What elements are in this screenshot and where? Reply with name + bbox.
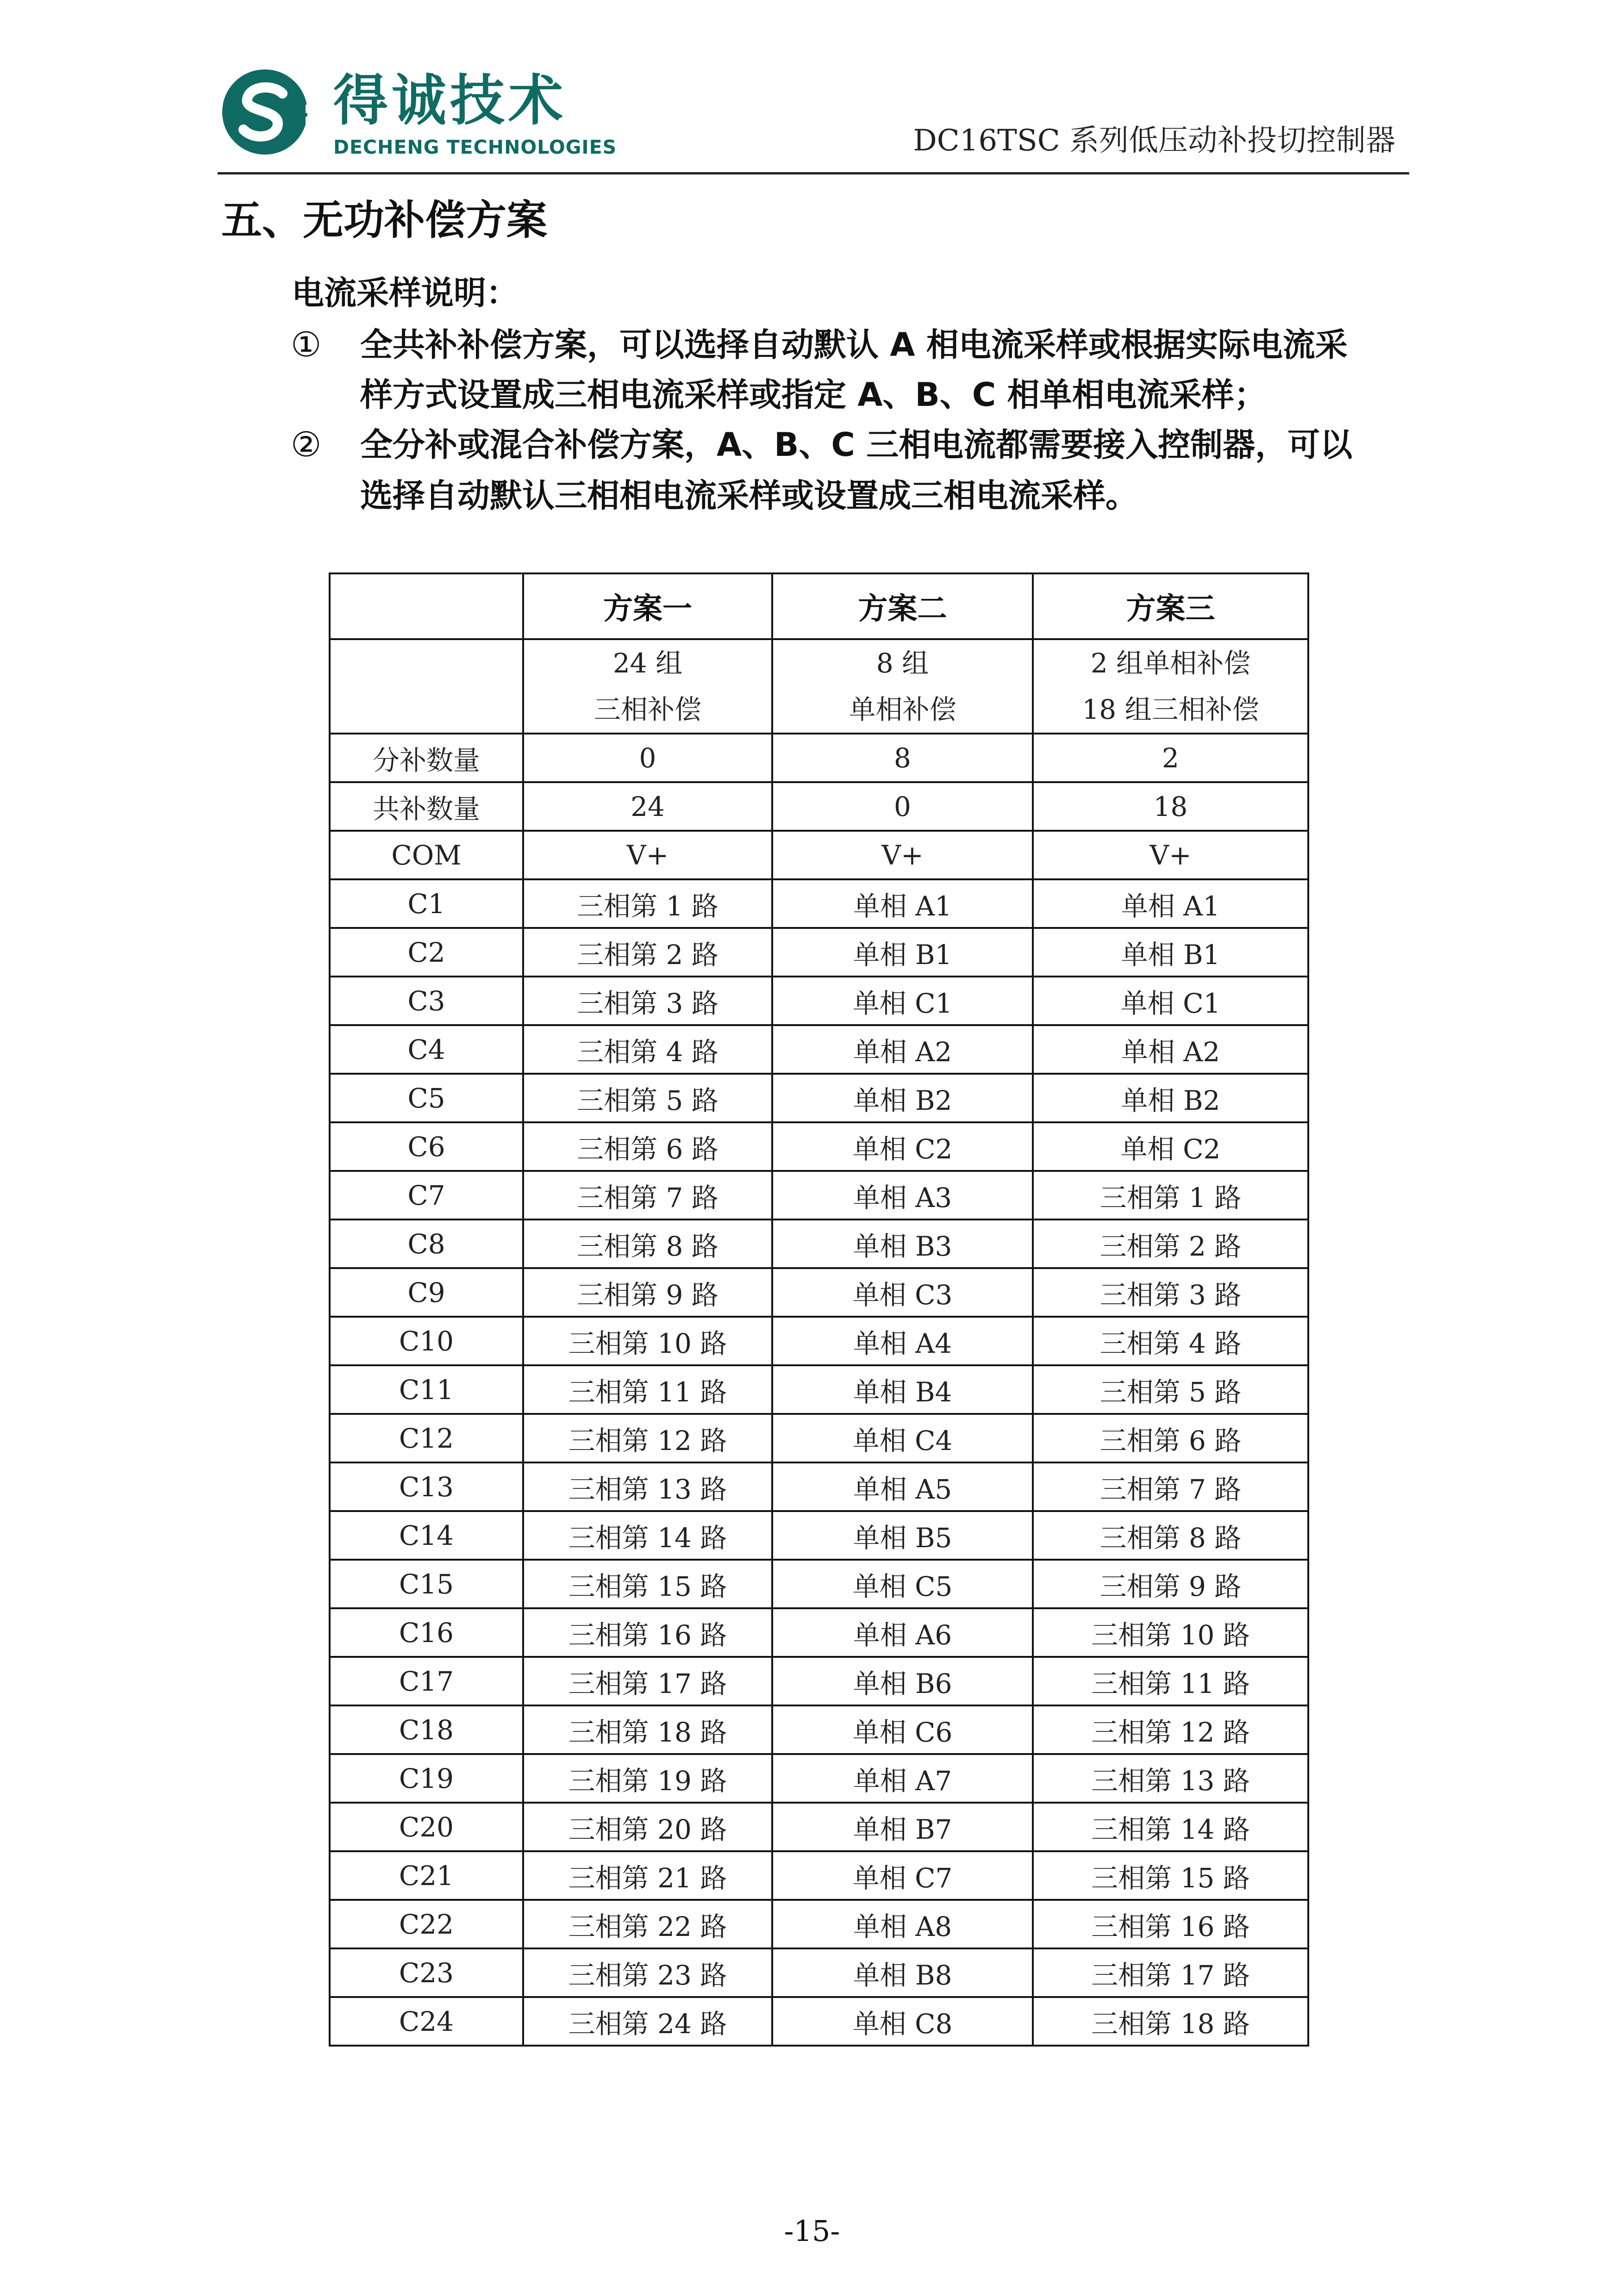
row-label-cell: C4 <box>330 1025 523 1074</box>
row-label-cell: C11 <box>330 1365 523 1414</box>
sub-header-line-1: 8 组 <box>876 647 929 679</box>
table-cell: 三相第 10 路 <box>1033 1608 1308 1657</box>
table-row <box>330 1511 1308 1560</box>
sub-header-line-1: 2 组单相补偿 <box>1090 647 1251 679</box>
table-cell: 三相第 12 路 <box>1033 1705 1308 1754</box>
table-cell: 18 <box>1033 782 1308 831</box>
table-cell: V+ <box>772 831 1033 879</box>
table-cell: V+ <box>523 831 772 879</box>
table-cell: 三相第 16 路 <box>1033 1900 1308 1948</box>
table-cell: 单相 A6 <box>772 1608 1033 1657</box>
table-cell: 三相第 3 路 <box>1033 1268 1308 1317</box>
intro-item-1-line-1: 全共补补偿方案，可以选择自动默认 A 相电流采样或根据实际电流采 <box>360 326 1348 364</box>
row-label-cell: C22 <box>330 1900 523 1948</box>
table-cell: 单相 C2 <box>772 1122 1033 1171</box>
table-row <box>330 1317 1308 1365</box>
row-label-cell: C1 <box>330 879 523 928</box>
table-cell: 三相第 23 路 <box>523 1948 772 1997</box>
table-row <box>330 1074 1308 1122</box>
brand-name-en: DECHENG TECHNOLOGIES <box>333 136 617 158</box>
table-cell: 单相 B3 <box>772 1220 1033 1268</box>
list-marker-2: ② <box>291 425 322 465</box>
table-cell: 三相第 7 路 <box>1033 1462 1308 1511</box>
page-number: -15- <box>784 2214 840 2248</box>
table-cell: 单相 C4 <box>772 1414 1033 1462</box>
table-cell: 单相 C8 <box>772 1997 1033 2046</box>
table-cell: 8 <box>772 734 1033 782</box>
table-cell: 单相 C7 <box>772 1851 1033 1900</box>
brand-name-cn: 得诚技术 <box>333 68 567 132</box>
table-cell: 0 <box>523 734 772 782</box>
table-cell: 三相第 2 路 <box>1033 1220 1308 1268</box>
table-header-scheme-1: 方案一 <box>523 573 772 639</box>
table-cell: 单相 A1 <box>1033 879 1308 928</box>
table-cell: 单相 B2 <box>772 1074 1033 1122</box>
table-cell: 三相第 15 路 <box>523 1560 772 1608</box>
table-cell: 三相第 18 路 <box>1033 1997 1308 2046</box>
table-cell: 三相第 13 路 <box>1033 1754 1308 1803</box>
row-label-cell: C2 <box>330 928 523 977</box>
table-cell: 三相第 15 路 <box>1033 1851 1308 1900</box>
table-cell: 三相第 4 路 <box>1033 1317 1308 1365</box>
section-title: 五、无功补偿方案 <box>221 196 548 244</box>
row-label-cell: COM <box>330 831 523 879</box>
table-cell: 单相 C1 <box>1033 977 1308 1025</box>
table-sub-header-row <box>330 639 1308 734</box>
table-cell: 三相第 17 路 <box>523 1657 772 1705</box>
row-label-cell: C15 <box>330 1560 523 1608</box>
row-label-cell: C8 <box>330 1220 523 1268</box>
row-label-cell: C20 <box>330 1803 523 1851</box>
table-cell: 三相第 22 路 <box>523 1900 772 1948</box>
table-cell: 单相 B7 <box>772 1803 1033 1851</box>
table-row <box>330 831 1308 879</box>
row-label-cell: C19 <box>330 1754 523 1803</box>
table-row <box>330 1657 1308 1705</box>
table-cell: 单相 A4 <box>772 1317 1033 1365</box>
table-cell: 单相 B2 <box>1033 1074 1308 1122</box>
table-cell: 三相第 11 路 <box>1033 1657 1308 1705</box>
table-row <box>330 1705 1308 1754</box>
table-cell: 三相第 14 路 <box>523 1511 772 1560</box>
sub-header-line-2: 单相补偿 <box>849 694 956 725</box>
sub-header-line-2: 18 组三相补偿 <box>1082 694 1259 725</box>
table-cell: 单相 A2 <box>772 1025 1033 1074</box>
row-label-cell: C9 <box>330 1268 523 1317</box>
table-cell: V+ <box>1033 831 1308 879</box>
table-cell: 三相第 5 路 <box>1033 1365 1308 1414</box>
row-label-cell: C3 <box>330 977 523 1025</box>
table-cell: 单相 A7 <box>772 1754 1033 1803</box>
table-cell: 单相 A8 <box>772 1900 1033 1948</box>
table-cell: 三相第 19 路 <box>523 1754 772 1803</box>
table-cell: 三相第 8 路 <box>1033 1511 1308 1560</box>
table-header-scheme-2: 方案二 <box>772 573 1033 639</box>
table-cell: 三相第 11 路 <box>523 1365 772 1414</box>
table-row <box>330 977 1308 1025</box>
table-cell: 三相第 8 路 <box>523 1220 772 1268</box>
table-row <box>330 1851 1308 1900</box>
row-label-cell: C24 <box>330 1997 523 2046</box>
row-label-cell: C7 <box>330 1171 523 1220</box>
table-cell: 三相第 12 路 <box>523 1414 772 1462</box>
table-cell: 三相第 5 路 <box>523 1074 772 1122</box>
sub-header-cell <box>523 639 772 734</box>
row-label-cell: C14 <box>330 1511 523 1560</box>
table-cell: 单相 B1 <box>1033 928 1308 977</box>
table-row <box>330 782 1308 831</box>
table-cell: 三相第 17 路 <box>1033 1948 1308 1997</box>
table-row <box>330 1122 1308 1171</box>
row-label-cell: C21 <box>330 1851 523 1900</box>
row-label-cell: C6 <box>330 1122 523 1171</box>
table-cell: 单相 C1 <box>772 977 1033 1025</box>
table-cell: 三相第 4 路 <box>523 1025 772 1074</box>
table-cell: 三相第 2 路 <box>523 928 772 977</box>
table-cell: 三相第 6 路 <box>523 1122 772 1171</box>
table-cell: 三相第 14 路 <box>1033 1803 1308 1851</box>
table-cell: 单相 B6 <box>772 1657 1033 1705</box>
table-cell: 三相第 20 路 <box>523 1803 772 1851</box>
table-row <box>330 1997 1308 2046</box>
header-divider <box>218 172 1409 174</box>
row-label-cell: C13 <box>330 1462 523 1511</box>
table-row <box>330 734 1308 782</box>
table-row <box>330 1365 1308 1414</box>
table-row <box>330 1803 1308 1851</box>
table-row <box>330 879 1308 928</box>
table-cell: 单相 A2 <box>1033 1025 1308 1074</box>
table-row <box>330 1025 1308 1074</box>
table-header-row <box>330 573 1308 639</box>
table-cell: 单相 C5 <box>772 1560 1033 1608</box>
compensation-scheme-table <box>329 572 1309 2047</box>
table-cell: 单相 A1 <box>772 879 1033 928</box>
row-label-cell: C17 <box>330 1657 523 1705</box>
table-row <box>330 1171 1308 1220</box>
table-cell: 单相 B5 <box>772 1511 1033 1560</box>
sub-header-cell <box>772 639 1033 734</box>
table-cell: 三相第 24 路 <box>523 1997 772 2046</box>
table-cell: 三相第 16 路 <box>523 1608 772 1657</box>
company-logo <box>218 65 625 162</box>
table-cell: 三相第 9 路 <box>523 1268 772 1317</box>
table-cell: 三相第 1 路 <box>1033 1171 1308 1220</box>
table-cell: 单相 A5 <box>772 1462 1033 1511</box>
table-cell: 单相 B4 <box>772 1365 1033 1414</box>
table-cell: 三相第 13 路 <box>523 1462 772 1511</box>
document-title: DC16TSC 系列低压动补投切控制器 <box>913 124 1395 158</box>
table-cell: 三相第 1 路 <box>523 879 772 928</box>
intro-item-2-line-1: 全分补或混合补偿方案，A、B、C 三相电流都需要接入控制器，可以 <box>360 426 1353 464</box>
row-label-cell: C10 <box>330 1317 523 1365</box>
table-row <box>330 1560 1308 1608</box>
table-cell: 单相 B1 <box>772 928 1033 977</box>
logo-mark-icon <box>218 65 315 162</box>
table-cell: 三相第 6 路 <box>1033 1414 1308 1462</box>
table-header-scheme-3: 方案三 <box>1033 573 1308 639</box>
sub-header-cell <box>1033 639 1308 734</box>
intro-item-1-line-2: 样方式设置成三相电流采样或指定 A、B、C 相单相电流采样； <box>360 376 1267 414</box>
table-cell: 单相 C6 <box>772 1705 1033 1754</box>
table-cell: 24 <box>523 782 772 831</box>
row-label-cell: C16 <box>330 1608 523 1657</box>
list-marker-1: ① <box>291 325 322 365</box>
table-row <box>330 1220 1308 1268</box>
table-row <box>330 928 1308 977</box>
table-row <box>330 1268 1308 1317</box>
table-cell: 三相第 18 路 <box>523 1705 772 1754</box>
table-cell: 2 <box>1033 734 1308 782</box>
table-cell: 三相第 10 路 <box>523 1317 772 1365</box>
table-row <box>330 1414 1308 1462</box>
row-label-cell: 共补数量 <box>330 782 523 831</box>
row-label-cell: 分补数量 <box>330 734 523 782</box>
sub-header-line-2: 三相补偿 <box>593 694 701 725</box>
table-cell: 三相第 21 路 <box>523 1851 772 1900</box>
row-label-cell: C23 <box>330 1948 523 1997</box>
table-cell: 单相 A3 <box>772 1171 1033 1220</box>
table-cell: 单相 C2 <box>1033 1122 1308 1171</box>
table-cell: 单相 B8 <box>772 1948 1033 1997</box>
table-cell: 三相第 9 路 <box>1033 1560 1308 1608</box>
table-header-corner <box>330 573 523 639</box>
row-label-cell: C18 <box>330 1705 523 1754</box>
table-row <box>330 1948 1308 1997</box>
intro-heading: 电流采样说明： <box>292 274 518 312</box>
intro-item-2-line-2: 选择自动默认三相相电流采样或设置成三相电流采样。 <box>360 477 1138 515</box>
sub-header-line-1: 24 组 <box>612 647 683 679</box>
table-cell: 单相 C3 <box>772 1268 1033 1317</box>
row-label-cell: C12 <box>330 1414 523 1462</box>
table-cell: 三相第 3 路 <box>523 977 772 1025</box>
table-cell: 三相第 7 路 <box>523 1171 772 1220</box>
table-row <box>330 1900 1308 1948</box>
sub-header-cell <box>330 639 523 734</box>
row-label-cell: C5 <box>330 1074 523 1122</box>
table-cell: 0 <box>772 782 1033 831</box>
table-row <box>330 1462 1308 1511</box>
table-row <box>330 1754 1308 1803</box>
table-row <box>330 1608 1308 1657</box>
